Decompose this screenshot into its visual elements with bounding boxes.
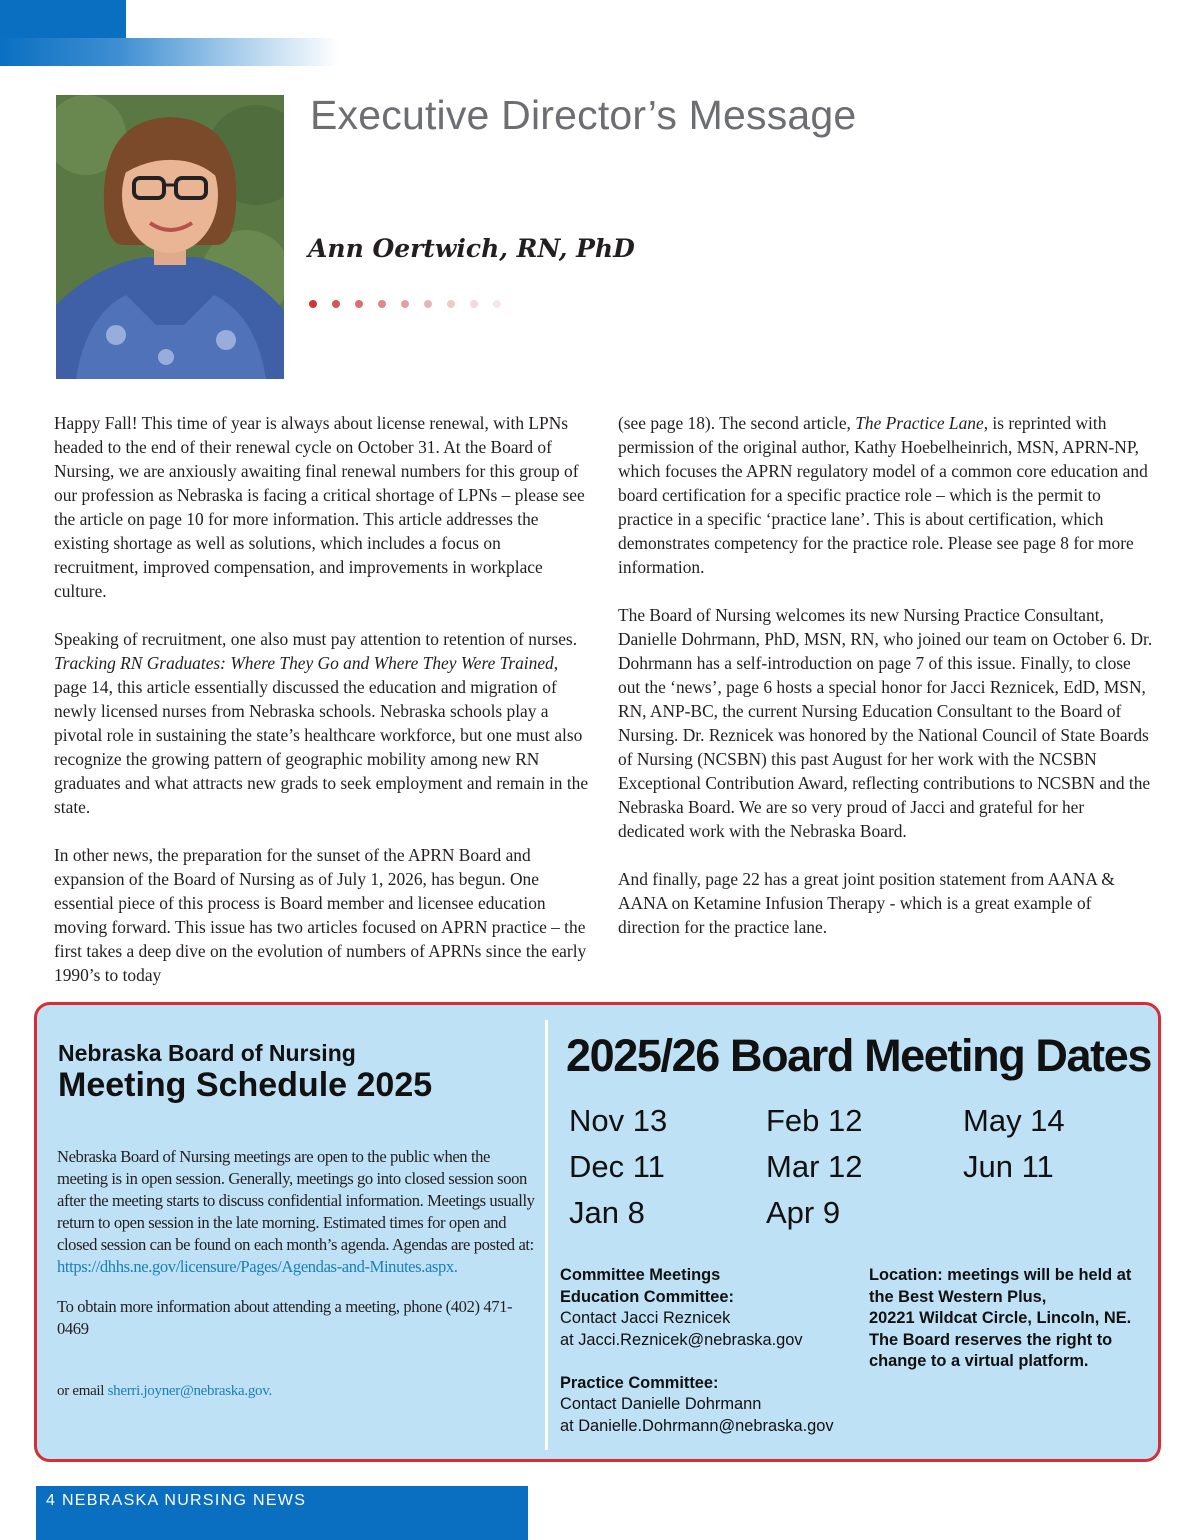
top-accent-bar (0, 0, 126, 38)
footer-page-label: 4 NEBRASKA NURSING NEWS (46, 1492, 307, 1509)
meeting-date: Jan 8 (569, 1195, 645, 1230)
article-title-reference: Tracking RN Graduates: Where They Go and Where They Were Trained (54, 653, 554, 673)
meeting-dates-grid (569, 1102, 1159, 1232)
practice-email: at Danielle.Dohrmann@nebraska.gov (560, 1416, 834, 1435)
education-committee-heading: Education Committee: (560, 1287, 734, 1306)
dot-icon (355, 300, 363, 308)
article-column-left (54, 411, 589, 1011)
email-link[interactable]: sherri.joyner@nebraska.gov. (107, 1383, 272, 1399)
article-paragraph: Happy Fall! This time of year is always about license renewal, with LPNs headed to the end of their renewal cycle on October 31. At the Board of Nursing, we are anxiously awaiting final renewal numbers for this group of our profession as Nebraska is facing a critical shortage of LPNs – please see the article on page 10 for more information. This article addresses the existing shortage as well as solutions, which includes a focus on recruitment, improved compensation, and improvements in workplace culture. (54, 413, 585, 601)
dot-icon (424, 300, 432, 308)
page-title: Executive Director’s Message (310, 92, 857, 138)
article-title-reference: The Practice Lane (855, 413, 984, 433)
author-portrait-photo (56, 95, 284, 379)
article-paragraph: Speaking of recruitment, one also must pay attention to retention of nurses. Tracking RN Graduates: Where They Go and Where They Were Trained, page 14, this article essentially discussed the education and migration of newly licensed nurses from Nebraska schools. Nebraska schools play a pivotal role in sustaining the state’s healthcare workforce, but one must also recognize the growing pattern of geographic mobility among new RN graduates and what attracts new grads to seek employment and remain in the state. (54, 629, 589, 817)
article-paragraph: In other news, the preparation for the sunset of the APRN Board and expansion of the Board of Nursing as of July 1, 2026, has begun. One essential piece of this process is Board member and licensee education moving forward. This issue has two articles focused on APRN practice – the first takes a deep dive on the evolution of numbers of APRNs since the early 1990’s to today (54, 845, 587, 985)
schedule-org-name: Nebraska Board of Nursing (58, 1040, 356, 1066)
article-paragraph: The Board of Nursing welcomes its new Nursing Practice Consultant, Danielle Dohrmann, PhD, MSN, RN, who joined our team on October 6. Dr. Dohrmann has a self-introduction on page 7 of this issue. Finally, to close out the ‘news’, page 6 hosts a special honor for Jacci Reznicek, EdD, MSN, RN, ANP-BC, the current Nursing Education Consultant to the Board of Nursing. Dr. Reznicek was honored by the National Council of State Boards of Nursing (NCSBN) this past August for her work with the NCSBN Exceptional Contribution Award, reflecting contributions to NCSBN and the Nebraska Board. We are so very proud of Jacci and grateful for her dedicated work with the Nebraska Board. (618, 605, 1153, 841)
meeting-date: Feb 12 (766, 1103, 863, 1138)
email-line: or email sherri.joyner@nebraska.gov. (57, 1383, 272, 1399)
meeting-dates-title: 2025/26 Board Meeting Dates (566, 1030, 1151, 1081)
dot-icon (309, 300, 317, 308)
committee-heading: Committee Meetings (560, 1266, 721, 1284)
article-paragraph: And finally, page 22 has a great joint position statement from AANA & AANA on Ketamine Infusion Therapy - which is a great example of direction for the practice lane. (618, 869, 1115, 937)
top-gradient-bar (0, 38, 340, 66)
meeting-date: Nov 13 (569, 1103, 668, 1138)
dot-icon (493, 300, 501, 308)
article-paragraph: (see page 18). The second article, The Practice Lane, is reprinted with permission of the original author, Kathy Hoebelheinrich, MSN, APRN-NP, which focuses the APRN regulatory model of a common core education and board certification for a specific practice role – which is the permit to practice in a specific ‘practice lane’. This is about certification, which demonstrates competency for the practice role. Please see page 8 for more information. (618, 413, 1148, 577)
education-email: at Jacci.Reznicek@nebraska.gov (560, 1330, 803, 1349)
practice-committee-heading: Practice Committee: (560, 1373, 719, 1392)
meeting-date: Apr 9 (766, 1195, 841, 1230)
box-divider (545, 1020, 548, 1450)
article-column-right (618, 411, 1153, 963)
dot-icon (332, 300, 340, 308)
meeting-date: Dec 11 (569, 1149, 665, 1184)
phone-text: To obtain more information about attending a meeting, phone (402) 471-0469 (57, 1297, 513, 1338)
practice-contact: Contact Danielle Dohrmann (560, 1395, 762, 1413)
portrait-illustration (56, 95, 284, 379)
dot-icon (470, 300, 478, 308)
meeting-date: May 14 (963, 1103, 1065, 1138)
meeting-date: Jun 11 (963, 1149, 1054, 1184)
dot-icon (401, 300, 409, 308)
schedule-info (57, 1146, 537, 1340)
dot-icon (447, 300, 455, 308)
schedule-title: Meeting Schedule 2025 (58, 1066, 433, 1104)
decorative-dots (309, 300, 501, 308)
meeting-location: Location: meetings will be held at the Best Western Plus, 20221 Wildcat Circle, Lincoln, NE. The Board reserves the right to change to a virtual platform. (869, 1266, 1132, 1370)
meeting-date: Mar 12 (766, 1149, 863, 1184)
schedule-info-text: Nebraska Board of Nursing meetings are open to the public when the meeting is in open session. Generally, meetings go into closed session soon after the meeting starts to discuss confidential information. Meetings usually return to open session in the late morning. Estimated times for open and closed session can be found on each month’s agenda. Agendas are posted at: (57, 1147, 535, 1254)
agenda-link[interactable]: https://dhhs.ne.gov/licensure/Pages/Agendas-and-Minutes.aspx. (57, 1257, 458, 1276)
author-name: Ann Oertwich, RN, PhD (308, 234, 635, 263)
dot-icon (378, 300, 386, 308)
education-contact: Contact Jacci Reznicek (560, 1309, 731, 1327)
committee-info (560, 1265, 860, 1437)
